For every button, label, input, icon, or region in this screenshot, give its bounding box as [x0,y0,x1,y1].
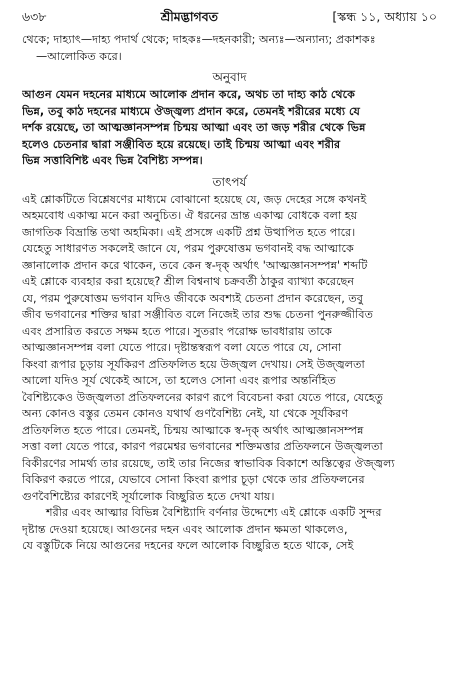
purport-line: যেহেতু সাধারণত সকলেই জানে যে, পরম পুরুষোত্তম ভগবানই বদ্ধ আত্মাকে [22,242,354,255]
purport-line: সত্তা বলা যেতে পারে, কারণ পরমেশ্বর ভগবানের শক্তিমত্তার প্রতিফলনে উজ্জ্বলতা [22,440,383,453]
translation-line: ভিন্ন সত্তাবিশিষ্ট এবং ভিন্ন বৈশিষ্ট্য সম্পন্ন। [22,154,203,167]
translation-heading: অনুবাদ [212,70,247,84]
purport-heading: তাৎপর্য [212,174,247,189]
synonyms-line: থেকে; দাহ্যাৎ—দাহ্য পদার্থ থেকে; দাহকঃ—দহনকারী; অন্যঃ—অন্যান্য; প্রকাশকঃ [22,33,376,46]
translation-line: হলেও চেতনার দ্বারা সঞ্জীবিত হয়ে রয়েছে। তাই চিন্ময় আত্মা এবং শরীর [22,137,341,151]
page-number: ৬৩৮ [22,9,47,24]
purport-line: জ্ঞানালোক প্রদান করে থাকেন, তবে কেন স্ব-দৃক্ অর্থাৎ 'আত্মজ্ঞানসম্পন্ন' শব্দটি [22,258,368,272]
purport-line: অন্য কোনও বস্তুর তেমন কোনও যথার্থ গুণবৈশিষ্ট্য নেই, যা থেকে সূর্যকিরণ [22,407,349,420]
section-label: [স্কন্ধ ১১, অধ্যায় ১০ [332,9,437,24]
purport-paragraph-1 [22,192,437,506]
purport-line: জীব ভগবানের শক্তির দ্বারা সঞ্জীবিত বলে নিজেই তার শুদ্ধ চেতনা পুনরুজ্জীবিত [22,308,373,321]
book-title: শ্রীমদ্ভাগবত [160,9,219,24]
purport-line: আত্মজ্ঞানসম্পন্ন বলা যেতে পারে। দৃষ্টান্তস্বরূপ বলা যেতে পারে যে, সোনা [22,341,342,354]
purport-line: এই শ্লোকটিতে বিশ্লেষণের মাধ্যমে বোঝানো হয়েছে যে, জড় দেহের সঙ্গে কখনই [22,192,367,206]
purport-line: শরীর এবং আত্মার বিভিন্ন বৈশিষ্ট্যাদি বর্ণনার উদ্দেশ্যে এই শ্লোকে একটি সুন্দর [46,506,382,519]
synonyms-block [22,32,437,65]
translation-block [22,87,437,170]
purport-line: আলো যদিও সূর্য থেকেই আসে, তা হলেও সোনা এবং রূপার অন্তর্নিহিত [22,374,336,387]
purport-line: জাগতিক বিভ্রান্তি তথা অহমিকা। এই প্রসঙ্গে একটি প্রশ্ন উত্থাপিত হতে পারে। [22,225,356,239]
purport-line: এই শ্লোকে ব্যবহার করা হয়েছে? শ্রীল বিশ্বনাথ চক্রবর্তী ঠাকুর ব্যাখ্যা করেছেন [22,275,355,288]
purport-line: বিকিরণ করতে পারে, যেভাবে সোনা কিংবা রূপার চূড়া থেকে তার প্রতিফলনের [22,473,365,486]
purport-paragraph-2 [22,505,437,555]
translation-line: ভিন্ন, তবু কাঠ দহনের মাধ্যমে ঔজ্জ্বল্য প্রদান করে, তেমনই শরীরের মধ্যে যে [22,104,360,118]
purport-line: কিংবা রূপার চূড়ায় সূর্যকিরণ প্রতিফলিত হয়ে উজ্জ্বল দেখায়। সেই উজ্জ্বলতা [22,357,365,371]
purport-line: বিকীরণের সামর্থ্য তার রয়েছে, তাই তার নিজের স্বাভাবিক বিকাশে অস্তিত্বের ঔজ্জ্বল্য [22,456,395,470]
purport-line: এবং প্রসারিত করতে সক্ষম হতে পারে। সুতরাং পরোক্ষ ভাবধারায় তাকে [22,324,332,338]
purport-line: বৈশিষ্ট্যকেও উজ্জ্বলতা প্রতিফলনের কারণ রূপে বিবেচনা করা যেতে পারে, যেহেতু [22,390,384,404]
purport-line: দৃষ্টান্ত দেওয়া হয়েছে। আগুনের দহন এবং আলোক প্রদান ক্ষমতা থাকলেও, [22,522,348,536]
purport-line: যে, পরম পুরুষোত্তম ভগবান যদিও জীবকে অবশ্যই চেতনা প্রদান করেছেন, তবু [22,291,363,305]
purport-line: প্রতিফলিত হতে পারে। তেমনই, চিন্ময় আত্মাকে স্ব-দৃক্ অর্থাৎ আত্মজ্ঞানসম্পন্ন [22,423,364,437]
page-header [22,8,437,26]
synonyms-line: —আলোকিত করে। [36,49,122,63]
purport-line: যে বস্তুটিকে নিয়ে আগুনের দহনের ফলে আলোক বিচ্ছুরিত হতে থাকে, সেই [22,539,354,552]
purport-line: অহমবোধ একাত্ম মনে করা অনুচিত। ঐ ধরনের ভ্রান্ত একাত্ম বোধকে বলা হয় [22,209,358,222]
translation-line: আগুন যেমন দহনের মাধ্যমে আলোক প্রদান করে, অথচ তা দাহ্য কাঠ থেকে [22,88,355,101]
purport-line: গুণবৈশিষ্ট্যের কারণেই সূর্যালোক বিচ্ছুরিত হতে দেখা যায়। [22,489,275,503]
translation-line: দর্শক রয়েছে, তা আত্মজ্ঞানসম্পন্ন চিন্ময় আত্মা এবং তা জড় শরীর থেকে ভিন্ন [22,121,366,134]
